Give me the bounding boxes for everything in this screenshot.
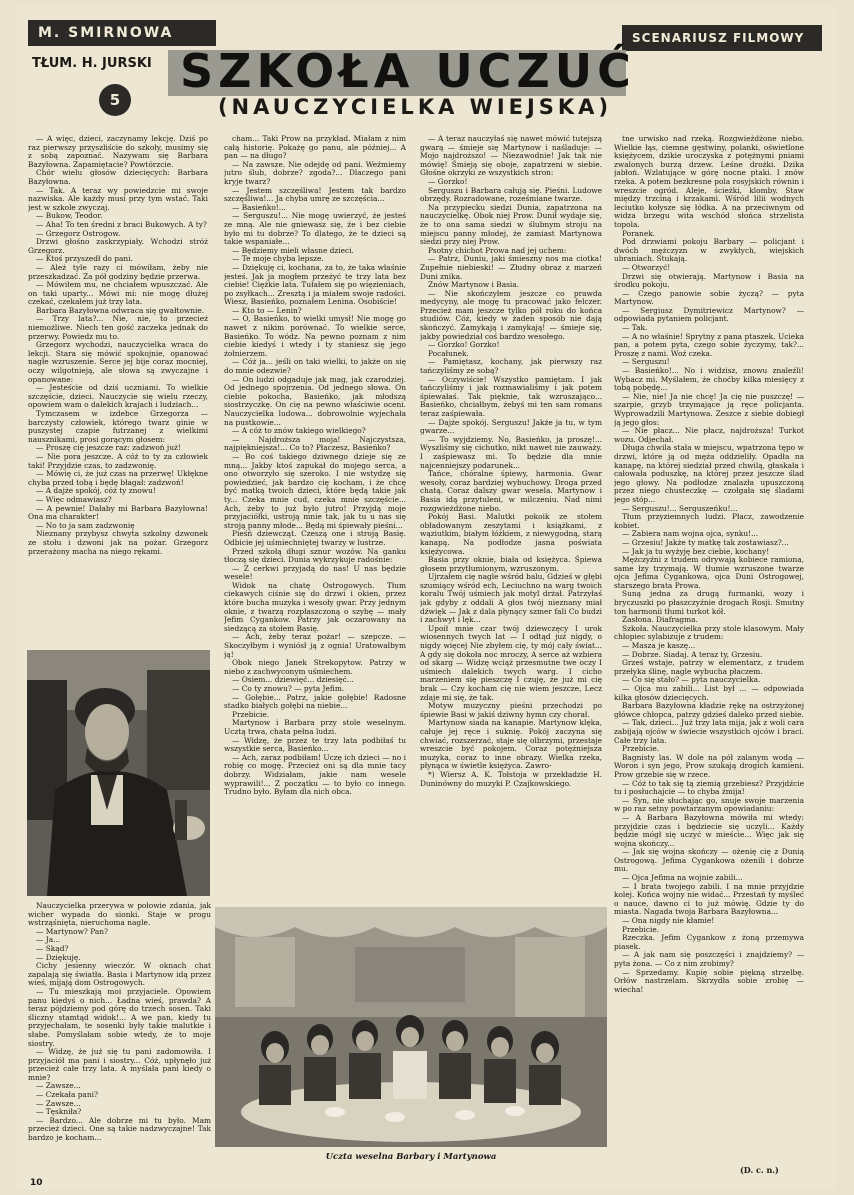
paragraph: Przebicie.	[622, 744, 660, 754]
paragraph: Motyw muzyczny pieśni przechodzi po śpiewie Basi w jakiś dziwny hymn czy chorał.	[420, 701, 602, 719]
paragraph: — Serguszu!	[622, 357, 670, 367]
paragraph: — Dziękuję ci, kochana, za to, że taka właśnie jesteś. Jak ja mogłem przeżyć te trzy lata bez ciebie! Ciężkie lata. Tułałem się po więzieniach, po zsyłkach... Zresztą i ja miałem swoje radości. Wiesz, Basieńko, poznałem Lenina. Osobiście!	[224, 262, 406, 307]
paragraph: Tańce, chóralne śpiewy, harmonia. Gwar wesoły, coraz bardziej wybuchowy. Droga przed chatą. Coraz dalszy gwar wesela. Martynow i Basia idą przytuleni, w milczeniu. Nad nimi rozgwieżdżone niebo.	[420, 469, 602, 513]
paragraph: Tymczasem w izdebce Grzegorza — barczysty człowiek, którego twarz ginie w puszystej czapie futrzanej z wielkimi nausznikami, prosi gorącym głosem:	[28, 409, 208, 444]
paragraph: — Tak.	[622, 323, 648, 333]
paragraph: Przed szkołą długi sznur wozów. Na ganku tłoczą się dzieci. Dunia wykrzykuje radośnie:	[224, 546, 406, 565]
paragraph: — Tęskniła?	[36, 1107, 82, 1117]
paragraph: — Tak, dzieci... Już trzy lata mija, jak z woli cara zabijają ojców w świecie wszystkich ojców i braci. Całe trzy lata.	[614, 718, 804, 745]
paragraph: — A cóż to znów takiego wielkiego?	[232, 426, 366, 436]
column-2	[224, 135, 406, 895]
paragraph: — Tak. A teraz wy powiedzcie mi swoje nazwiska. Ale każdy musi przy tym wstać. Taki jest w szkole zwyczaj.	[28, 185, 208, 212]
paragraph: Poranek.	[622, 228, 656, 238]
section-name: SCENARIUSZ FILMOWY	[632, 31, 805, 45]
paragraph: Suną jedna za drugą furmanki, wozy i bryczuszki po płaszczyźnie drogach Rosji. Smutny ton harmonii tłumi turkot kół.	[614, 589, 804, 616]
paragraph: Szkoła. Nauczycielka przy stole klasowym. Mały chłopiec sylabizuje z trudem:	[614, 623, 804, 642]
paragraph: — Gołębie... Patrz, jakie gołębie! Radosne stadko białych gołębi na niebie...	[224, 692, 406, 711]
portrait-photo	[27, 650, 210, 896]
paragraph: — Ależ tyle razy ci mówiłam, żeby nie przeszkadzać. Za pół godziny będzie przerwa.	[28, 262, 208, 281]
paragraph: — Dobrze. Siadaj. A teraz ty, Grzesiu.	[622, 649, 763, 659]
author-tag	[28, 20, 216, 46]
paragraph: — Grzegorz Ostrogow.	[36, 228, 121, 238]
paragraph: Drzwi głośno zaskrzypiały. Wchodzi stróż Grzegorz.	[28, 237, 208, 255]
paragraph: — Proszę cię jeszcze raz: zadzwoń już!	[36, 443, 181, 453]
column-1	[28, 135, 208, 648]
paragraph: — Czego panowie sobie życzą? — pyta Martynow.	[614, 288, 804, 307]
continued-note: (D. c. n.)	[740, 1165, 779, 1175]
paragraph: — Jak ja tu wyżyję bez ciebie, kochany!	[622, 546, 770, 556]
wedding-photo-image	[215, 907, 607, 1147]
paragraph: — O, Basieńko, to wielki umysł! Nie mogę go nawet z nikim porównać. To wielkie serce, Basieńko. To wódz. Na pewno poznam z nim ciebie kiedyś i wtedy i ty staniesz się jego żołnierzem.	[224, 314, 406, 358]
page-subtitle: (NAUCZYCIELKA WIEJSKA)	[217, 95, 613, 119]
paragraph: Zasłona. Diafragma.	[622, 615, 698, 625]
paragraph: — Dajże spokój. Serguszu! Jakże ja tu, w tym gwarze...	[420, 417, 602, 436]
paragraph: — Kto to — Lenin?	[232, 305, 302, 315]
paragraph: — Ach, żeby teraz pożar! — szepcze. — Skoczyłbym i wyniósł ją z ognia! Uratowałbym ją!	[224, 632, 406, 659]
paragraph: Martynow i Barbara przy stole weselnym. Ucztą trwa, chata pełna ludzi.	[224, 718, 406, 736]
paragraph: Tłum przyziemnych ludzi. Płacz, zawodzenie kobiet.	[614, 512, 804, 530]
paragraph: — A pewnie! Dałaby mi Barbara Bazyłowna! Ona ma charakter!	[28, 503, 208, 522]
paragraph: Przebicie.	[232, 709, 270, 719]
paragraph: Ujrzałem cię nagle wśród balu, Gdzieś w głębi szumiący wśród ech, Leciuchno na warg twoich koralu Twój uśmiech jak motyl drżał. Patrzyłaś jak gdyby z oddali A głos twój nieznany miał dźwięk — Jak z dala płynący szmer fali Co budzi i zachwyt i lęk...	[420, 572, 602, 625]
paragraph: — Co się stało? — pyta nauczycielka.	[622, 675, 761, 685]
paragraph: — Gorzko!	[428, 176, 468, 186]
paragraph: — Ojca Jefima na wojnie zabili...	[622, 873, 743, 883]
paragraph: Pokój Basi. Malutki pokoik ze stołem obładowanym zeszytami i książkami, z wąziutkim, białym łóżkiem, z niewygodną, starą kanapą. Na podłodze jasna poświata księżycowa.	[420, 512, 602, 556]
paragraph: — Cóż ja... jeśli on taki wielki, to jakże on się do mnie odezwie?	[224, 357, 406, 376]
paragraph: Cichy jesienny wieczór. W oknach chat zapalają się światła. Basia i Martynow idą przez wieś, mijają dom Ostrogowych.	[28, 961, 211, 988]
paragraph: Widok na chatę Ostrogowych. Tłum ciekawych ciśnie się do drzwi i okien, przez które bucha muzyka i wesoły gwar. Przy jednym oknie, z twarzą rozpłaszczoną o szybę — mały Jefim Cygankow. Patrzy jak oczarowany na siedzącą za stołem Basię.	[224, 580, 406, 633]
paragraph: — Zabiera nam wojna ojca, synku!...	[622, 529, 759, 539]
paragraph: — Na zawsze. Nie odejdę od pani. Weźmiemy jutro ślub, dobrze? zgoda?... Dlaczego pani kryje twarz?	[224, 159, 406, 186]
paragraph: cham... Taki Prow na przykład. Miałam z nim całą historię. Pokażę go panu, ale później... A pan — na długo?	[224, 135, 406, 161]
paragraph: Na przypiecku siedzi Dunia, zapatrzona na nauczycielkę. Obok niej Prow. Dunił wydaje się, że to ona sama siedzi w ślubnym stroju na miejscu panny młodej, że zamiast Martynowa siedzi przy niej Prow.	[420, 202, 602, 247]
paragraph: Obok niego Janek Strekopytow. Patrzy w niebo z zachwyconym uśmiechem.	[224, 658, 406, 676]
paragraph: Pod drzwiami pokoju Barbary — policjant i dwóch mężczyzn w zwykłych, wiejskich ubraniach. Stukają.	[614, 237, 804, 264]
paragraph: Martynow siada na kanapie. Martynow klęka, całuje jej ręce i suknię. Pokój zaczyna się chwiać, rozszerzać, staje się olbrzymi, przestaje wreszcie być pokojem. Coraz potężniejsza muzyka, coraz to inne obrazy. Wielka rzeka, płynąca w świetle księżyca. Zawro-	[420, 718, 602, 771]
paragraph: — A no właśnie! Sprytny z pana ptaszek. Ucieka pan, a potem pyta, czego sobie życzymy, tak?... Proszę z nami. Woź czeka.	[614, 331, 804, 358]
paragraph: Drzwi się otwierają. Martynow i Basia na środku pokoju.	[614, 271, 804, 290]
paragraph: — To wyjdziemy. No, Basieńko, ja proszę!... Wyszliśmy się cichutko, nikt nawet nie zauważy. I zaśpiewasz mi. To będzie dla mnie najcenniejszy podarunek...	[420, 434, 602, 470]
paragraph: Długa chwila stała w miejscu, wpatrzona tępo w drzwi, które ją od męża oddzieliły. Opadła na kanapę, na której siedział przed chwilą, głaskała i całowała poduszkę, na której przez jeszcze ślad jego głowy. Na podłodze znalazła upuszczoną przez niego chusteczkę — czołgała się śladami jego stóp...	[614, 443, 804, 504]
paragraph: — Nie skończyłem jeszcze co prawda medycyny, ale mogę tu pracować jako felczer. Przecież mam jeszcze tylko pół roku do końca studiów. Cóż, kiedy w żaden sposób nie dają skończyć. Zamykają i zamykają! — śmieje się, jakby powiedział coś bardzo wesołego.	[420, 288, 602, 341]
paragraph: — Zawsze...	[36, 1081, 81, 1091]
paragraph: — A Barbara Bazyłowna mówiła mi wtedy: przyjdzie czas i będziecie się uczyli... Każdy będzie mógł się uczyć w mieście... Więc jak się wojna skończy...	[614, 812, 804, 848]
column-3	[420, 135, 602, 895]
section-tag	[622, 25, 822, 51]
paragraph: — A dajże spokój, cóż ty znowu!	[36, 486, 156, 496]
paragraph: Pocałunek.	[428, 348, 469, 358]
paragraph: — A teraz nauczyłaś się nawet mówić tutejszą gwarą — śmieje się Martynow i naśladuje: — Mojo najdroższo! — Niezawodnie! Jak tak nie mówię! Śmieją się oboje, zapatrzeni w siebie. Głośne okrzyki ze wszystkich stron:	[420, 135, 602, 178]
paragraph: — Jestem szczęśliwa! Jestem tak bardzo szczęśliwa!... Ja chyba umrę ze szczęścia...	[224, 185, 406, 204]
paragraph: Przebicie.	[622, 924, 660, 934]
paragraph: — Bardzo... Ale dobrze mi tu było. Mam przecież dzieci. One są takie nadzwyczajne! Tak bardzo je kocham...	[28, 1115, 211, 1143]
paragraph: — Osiem... dziewięć... dziesięć...	[232, 675, 354, 685]
paragraph: — Bo coś takiego dziwnego dzieje się ze mną... Jakby ktoś zapukał do mojego serca, a ono otworzyło się szeroko. I nie wstydzę się powiedzieć, jak bardzo cię kocham, i że chcę być matką twoich dzieci, które będą takie jak ty... Czeka mnie cud, czeka mnie szczęście... Ach, żeby to już było jutro! Przyjdą moje przyjaciółki, ustroją mnie tak, jak tu u nas się stroją panny młode... Będą mi śpiewały pieśni...	[224, 451, 406, 530]
paragraph: Nieznany przybysz chwyta szkolny dzwonek ze stołu i dzwoni jak na pożar. Grzegorz przerażony macha na niego rękami.	[28, 529, 208, 556]
part-number-badge: 5	[99, 84, 131, 116]
paragraph: Barbara Bazyłowna odwraca się gwałtownie.	[36, 305, 205, 315]
paragraph: — Pamiętasz, kochany, jak pierwszy raz tańczyliśmy ze sobą?	[420, 357, 602, 376]
paragraph: — Nie, nie! Ja nie chcę! Ja cię nie puszczę! — szarpie, grzyb trzymające ją ręce policjanta. Wyprowadzili Martynowa. Zeszce z siebie dobiegł ją jego głos:	[614, 391, 804, 427]
paragraph: — Tu mieszkają moi przyjaciele. Opowiem panu kiedyś o nich... Ładna wieś, prawda? A teraz pójdziemy pod górę do trzech sosen. Taki śliczny stamtąd widok!... A we pan, kiedy tu przyjechałam, te sosenki były takie malutkie i słabe. Pomyślałam sobie wtedy, że to moje siostry.	[28, 986, 211, 1048]
paragraph: — Nie płacz... Nie płacz, najdroższa! Turkot wozu. Odjechał.	[614, 426, 804, 444]
paragraph: — Będziemy mieli własne dzieci.	[232, 245, 354, 255]
paragraph: — Jak się wojna skończy — ożenię cię z Dunią Ostrogową. Jefima Cygankowa ożenili i dobrze mu.	[614, 847, 804, 874]
paragraph: Bagnisty las. W dole na pół zalanym wodą — Woron i syn jego, Prow szukają drogich kamieni. Prow grzebie się w rzece.	[614, 752, 804, 779]
paragraph: — A jak nam się poszczęści i znajdziemy? — pyta żona. — Co z nim zrobimy?	[614, 950, 804, 968]
paragraph: — Ja...	[36, 935, 61, 945]
paragraph: Znów Martynow i Basia.	[428, 280, 520, 290]
paragraph: Pieśń dziewcząt. Czeszą one i stroją Basię. Odbicie jej uśmiechniętej twarzy w lustrze.	[224, 529, 406, 547]
column-1-continued	[28, 902, 211, 1180]
paragraph: — Serguszu!... Nie mogę uwierzyć, że jesteś ze mną. Ale nie gniewasz się, że i bez ciebie było mi tu dobrze? To dlatego, że te dzieci są takie wspaniałe...	[224, 211, 406, 247]
column-4	[614, 135, 804, 1180]
paragraph: Barbara Bazyłowna kładzie rękę na ostrzyżonej główce chłopca, patrzy gdzieś daleko przed siebie.	[614, 701, 804, 719]
paragraph: — Z cerkwi przyjadą do nas! U nas będzie wesele!	[224, 563, 406, 582]
paragraph: — Co ty znowu? — pyta Jefim.	[232, 684, 345, 693]
paragraph: — Ona nigdy nie kłamie!	[622, 916, 715, 926]
paragraph: — Grzesiu! Jakże ty matkę tak zostawiasz?...	[622, 537, 789, 547]
paragraph: — Więc odmawiasz?	[36, 494, 112, 504]
paragraph: — Ach, zaraz podbiłam! Uczę ich dzieci — no i robię co mogę. Przecież oni są dla mnie tacy dobrzy. Widziałam, jakie nam wesele wyprawili!... Z początku — to było co innego. Trudno było. Byłam dla nich obca.	[224, 752, 406, 797]
paragraph: Serguszu i Barbara całują się. Pieśni. Ludowe obrzędy. Rozradowane, roześmiane twarze.	[420, 185, 602, 204]
translator-credit: TŁUM. H. JURSKI	[32, 56, 152, 71]
paragraph: Nauczycielka przerywa w połowie zdania, jak wicher wypada do sionki. Staje w progu wstrząśnięta, nieruchoma nagle.	[28, 902, 211, 928]
paragraph: — Dziękuję.	[36, 952, 81, 962]
paragraph: — Sprzedamy. Kupię sobie piękną strzelbę. Orłów nastrzelam. Skrzydła sobie zrobię — wiecha!	[614, 967, 804, 994]
paragraph: Mężczyźni z trudem odrywają kobiece ramiona, same łzy trzymają. W tłumie wzruszone twarze ojca Jefima Cygankowa, ojca Duni Ostrogowej, starszego brata Prowa.	[614, 555, 804, 590]
paragraph: — Otworzyć!	[622, 262, 671, 272]
paragraph: *) Wiersz A. K. Tołstoja w przekładzie H. Duninówny do muzyki P. Czajkowskiego.	[420, 769, 602, 788]
paragraph: — Mówiłem mu, ne chciałem wpuszczać. Ale on taki uparty... Mówi mi: nie mogę dłużej czekać, czekałem już trzy lata.	[28, 280, 208, 307]
page-title: SZKOŁA UCZUĆ	[180, 44, 636, 98]
wedding-photo-caption: Uczta weselna Barbary i Martynowa	[325, 1152, 497, 1162]
paragraph: Basia przy oknie, biała od księżyca. Śpiewa głosem przytłumionym, wzruszonym.	[420, 555, 602, 573]
paragraph: — Basieńko!...	[232, 202, 286, 212]
paragraph: — Sergiusz Dymitriewicz Martynow? — odpowiada pytaniem policjant.	[614, 305, 804, 324]
wedding-photo	[215, 907, 607, 1147]
paragraph: Chór wielu głosów dziecięcych: Barbara Bazyłowna.	[28, 168, 208, 186]
paragraph: — Bukow, Teodor.	[36, 211, 103, 221]
paragraph: — Skąd?	[36, 943, 69, 953]
paragraph: — Widzę, że przez te trzy lata podbiłaś tu wszystkie serca, Basieńko...	[224, 735, 406, 754]
author-name: M. SMIRNOWA	[38, 25, 174, 41]
paragraph: — Ojca mu zabili... List był ... — odpowiada kilka głosów dziecięcych.	[614, 684, 804, 702]
paragraph: — Serguszu!... Serguszeńku!...	[622, 503, 738, 513]
paragraph: — Oczywiście! Wszystko pamiętam. I jak tańczyliśmy i jak rozmawialiśmy i jak potem śpiewałaś. Tak pięknie, tak wzruszająco... Basieńko, chciałbym, żebyś mi ten sam romans teraz zaśpiewała.	[420, 374, 602, 418]
paragraph: — Widzę, że już się tu pani zadomowiła. I przyjaciół ma pani i siostry... Cóż, upłynęło już przecież całe trzy lata. A myślała pani kiedy o mnie?	[28, 1047, 211, 1082]
page-number: 10	[30, 1178, 43, 1188]
paragraph: — Zawsze...	[36, 1098, 81, 1108]
paragraph: — Martynow? Pan?	[36, 926, 109, 936]
paragraph: Upoił mnie czar twój dziewczęcy I urok wiosennych twych lat — I odtąd już nigdy, o nigdy więcej Nie zbyłem cię, ty mój cały świat... A gdy się dokoła noc mroczy, A serce aż wzbiera od skarg — Widzę wciąż przesmutne twe oczy I uśmiech dalekich twych warg. I cicho marzeniem się pieszczę I czuję, że już mi cię brak — Czy kocham cię nie wiem jeszcze, Lecz zdaje mi się, że tak.	[420, 623, 602, 702]
paragraph: Psotny chichot Prowa nad jej uchem:	[428, 245, 567, 255]
paragraph: — Cóż to tak się tą ziemią grzebiesz? Przyjdźcie tu i posłuchajcie — to chyba żmija!	[614, 778, 804, 797]
paragraph: — Patrz, Duniu, jaki śmieszny nos ma ciotka! Zupełnie niebieski! — Złudny obraz z marzeń Duni znika.	[420, 254, 602, 281]
paragraph: — Czekała pani?	[36, 1090, 98, 1100]
paragraph: — A więc, dzieci, zaczynamy lekcję. Dziś po raz pierwszy przyszliście do szkoły, musimy się z sobą zapoznać. Nazywam się Barbara Bazyłowna. Zapamiętacie? Powtórzcie.	[28, 135, 208, 169]
paragraph: — On ludzi odgaduje jak mag, jak czarodziej. Od jednego spojrzenia. Od jednego słowa. On ciebie pokocha, Basieńko, jak młodszą siostrzyczkę. On cię na pewno właściwie oceni. Nauczycielka ludowa... dobrowolnie wyjechała na pustkowie...	[224, 374, 406, 427]
paragraph: — Masza je kaszę...	[622, 641, 696, 651]
paragraph: — Trzy lata?... Nie, nie, to przecież niemożliwe. Niech ten gość zaczeka jednak do przerwy. Powiedz mu to.	[28, 314, 208, 341]
paragraph: — No to ja sam zadzwonię	[36, 520, 135, 530]
paragraph: — Najdroższa moja! Najczystsza, najpiękniejsza!... Co to? Płaczesz, Basieńko?	[224, 434, 406, 453]
paragraph: — Gorzko! Gorzko!	[428, 340, 500, 350]
portrait-photo-image	[27, 650, 210, 896]
paragraph: — Basieńko!... No i widzisz, znowu znaleźli! Wybacz mi. Myślałem, że choćby kilka miesięcy z tobą pobędę...	[614, 366, 804, 393]
paragraph: Grzegorz wychodzi, nauczycielka wraca do lekcji. Stara się mówić spokojnie, opanować nagłe wzruszenie. Serce jej bije coraz mocniej, oczy wilgotnieją, ale słowa są zwyczajne i opanowane:	[28, 340, 208, 384]
paragraph: — Syn, nie słuchając go, snuje swoje marzenia w po raz setny powtarzanym opowiadaniu:	[614, 795, 804, 814]
paragraph: tne urwisko nad rzeką. Rozgwieżdżone niebo. Wielkie łąs, ciemne gęstwiny, polanki, oświetlone księżycem, dzikie uroczyska z potężnymi pniami zwalonych burzą drzew. Leśne drożki. Dzika jabłoń. Wzlatujące w górę nocne ptaki. I znów rzeka. A potem bezkresne pola rosyjskich równin i wreszcie ogród. Aleje, ścieżki, klomby. Staw między trzciną i krzakami. Wśród lilii wodnych leciutko kołysze się łódka. A na przeciwnym od widza brzegu wita wschód słońca strzelista topola.	[614, 135, 804, 229]
paragraph: — Aha! To ten średni z braci Bukowych. A ty?	[36, 219, 207, 229]
paragraph: — Nie pora jeszcze. A cóż to ty za człowiek taki! Przyjdzie czas, to zadzwonię.	[28, 451, 208, 470]
paragraph: Rzeczka. Jefim Cygankow z żoną przemywa piasek.	[614, 933, 804, 951]
paragraph: — Jesteście od dziś uczniami. To wielkie szczęście, dzieci. Nauczycie się wielu rzeczy, opowiem wam o dalekich krajach i ludziach...	[28, 383, 208, 410]
paragraph: Grześ wstaje, patrzy w elementarz, z trudem przełyka ślinę, nagle wybucha płaczem.	[614, 658, 804, 676]
paragraph: — Te moje chyba lepsze.	[232, 254, 324, 264]
paragraph: — I brata twojego zabili. I na mnie przyjdzie kolej. Końca wojny nie widać... Przestań ty myśleć o nauce, dawno ci to już mówię. Gdzie ty do miasta. Nagada twoja Barbara Bazyłowna...	[614, 881, 804, 917]
paragraph: — Mówię ci, że już czas na przerwę! Ukłękne chyba przed tobą i będę błagał: zadzwoń!	[28, 469, 208, 487]
paragraph: — Ktoś przyszedł do pani.	[36, 254, 133, 264]
